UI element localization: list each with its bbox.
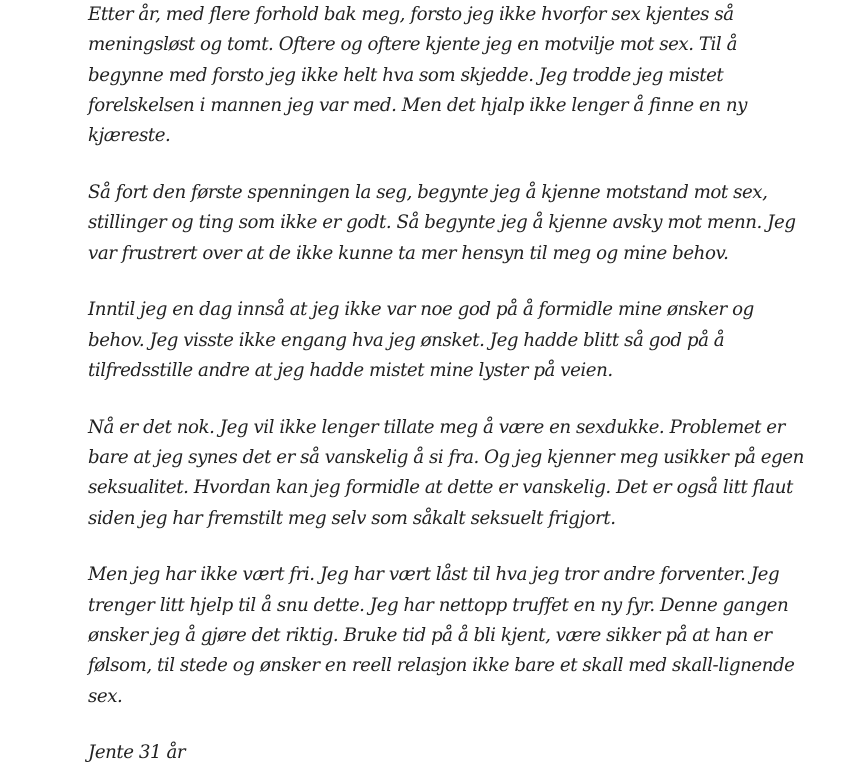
- letter-body: [88, 0, 808, 769]
- letter-paragraph-2: Så fort den første spenningen la seg, begynte jeg å kjenne motstand mot sex, stillinger og ting som ikke er godt. Så begynte jeg å kjenne avsky mot menn. Jeg var frustrert over at de ikke kunne ta mer hensyn til meg og mine behov.: [88, 181, 796, 264]
- letter-signature: Jente 31 år: [88, 742, 186, 764]
- letter-paragraph-5: Men jeg har ikke vært fri. Jeg har vært låst til hva jeg tror andre forventer. Jeg trenger litt hjelp til å snu dette. Jeg har nettopp truffet en ny fyr. Denne gangen ønsker jeg å gjøre det riktig. Bruke tid på å bli kjent, være sikker på at han er følsom, til stede og ønsker en reell relasjon ikke bare et skall med skall-lignende sex.: [88, 564, 795, 707]
- letter-paragraph-4: Nå er det nok. Jeg vil ikke lenger tillate meg å være en sexdukke. Problemet er bare at jeg synes det er så vanskelig å si fra. Og jeg kjenner meg usikker på egen seksualitet. Hvordan kan jeg formidle at dette er vanskelig. Det er også litt flaut siden jeg har fremstilt meg selv som såkalt seksuelt frigjort.: [88, 416, 804, 529]
- letter-paragraph-3: Inntil jeg en dag innså at jeg ikke var noe god på å formidle mine ønsker og behov. Jeg visste ikke engang hva jeg ønsket. Jeg hadde blitt så god på å tilfredsstille andre at jeg hadde mistet mine lyster på veien.: [88, 299, 754, 381]
- letter-paragraph-1: Etter år, med flere forhold bak meg, forsto jeg ikke hvorfor sex kjentes så meningsløst og tomt. Oftere og oftere kjente jeg en motvilje mot sex. Til å begynne med forsto jeg ikke helt hva som skjedde. Jeg trodde jeg mistet forelskelsen i mannen jeg var med. Men det hjalp ikke lenger å finne en ny kjæreste.: [88, 4, 747, 147]
